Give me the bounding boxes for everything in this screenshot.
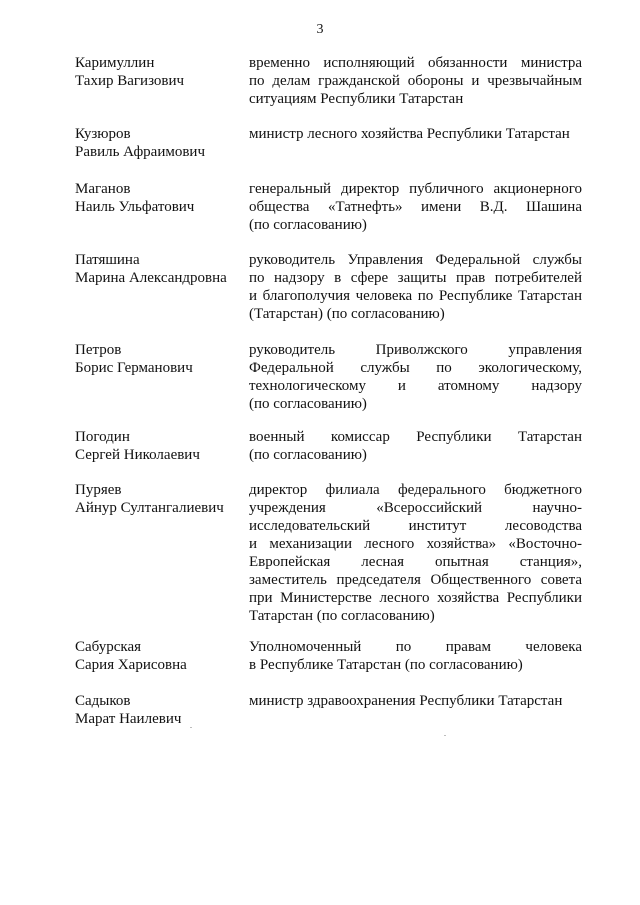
member-surname: Садыков bbox=[75, 693, 131, 709]
member-role-line: учреждения «Всероссийский научно- bbox=[249, 500, 582, 516]
member-role-line: (по согласованию) bbox=[249, 217, 367, 233]
member-given-names: Сария Харисовна bbox=[75, 657, 187, 673]
member-surname: Каримуллин bbox=[75, 55, 155, 71]
member-role-line: (по согласованию) bbox=[249, 396, 367, 412]
member-surname: Сабурская bbox=[75, 639, 141, 655]
member-role bbox=[249, 180, 582, 234]
member-name bbox=[75, 692, 245, 728]
member-role-line: ситуациям Республики Татарстан bbox=[249, 91, 464, 107]
member-surname: Патяшина bbox=[75, 252, 140, 268]
member-role-line: заместитель председателя Общественного совета bbox=[249, 572, 582, 588]
member-given-names: Сергей Николаевич bbox=[75, 447, 200, 463]
member-role-line: при Министерстве лесного хозяйства Республики bbox=[249, 590, 582, 606]
member-surname: Пуряев bbox=[75, 482, 122, 498]
member-name bbox=[75, 638, 245, 674]
member-name bbox=[75, 481, 245, 517]
member-name bbox=[75, 180, 245, 216]
member-given-names: Айнур Султангалиевич bbox=[75, 500, 224, 516]
member-given-names: Наиль Ульфатович bbox=[75, 199, 195, 215]
member-surname: Петров bbox=[75, 342, 122, 358]
member-role bbox=[249, 692, 582, 710]
member-given-names: Тахир Вагизович bbox=[75, 73, 185, 89]
member-role-line: Уполномоченный по правам человека bbox=[249, 639, 582, 655]
member-role-line: по надзору в сфере защиты прав потребителей bbox=[249, 270, 582, 286]
member-name bbox=[75, 54, 245, 90]
member-role-line: общества «Татнефть» имени В.Д. Шашина bbox=[249, 199, 582, 215]
member-role-line: военный комиссар Республики Татарстан bbox=[249, 429, 582, 445]
member-name bbox=[75, 428, 245, 464]
member-role bbox=[249, 481, 582, 625]
member-role bbox=[249, 638, 582, 674]
member-role-line: (Татарстан) (по согласованию) bbox=[249, 306, 445, 322]
member-given-names: Марина Александровна bbox=[75, 270, 227, 286]
page-number: 3 bbox=[316, 22, 324, 37]
member-given-names: Равиль Афраимович bbox=[75, 144, 205, 160]
scan-speck bbox=[190, 727, 192, 728]
member-role-line: в Республике Татарстан (по согласованию) bbox=[249, 657, 523, 673]
member-role-line: (по согласованию) bbox=[249, 447, 367, 463]
member-role-line: технологическому и атомному надзору bbox=[249, 378, 582, 394]
member-name bbox=[75, 125, 245, 161]
member-role-line: Татарстан (по согласованию) bbox=[249, 608, 435, 624]
member-role-line: исследовательский институт лесоводства bbox=[249, 518, 582, 534]
member-surname: Маганов bbox=[75, 181, 131, 197]
member-surname: Погодин bbox=[75, 429, 130, 445]
member-given-names: Борис Германович bbox=[75, 360, 193, 376]
member-role bbox=[249, 341, 582, 413]
member-name bbox=[75, 341, 245, 377]
member-role-line: Европейская лесная опытная станция», bbox=[249, 554, 582, 570]
member-role-line: руководитель Приволжского управления bbox=[249, 342, 582, 358]
member-role bbox=[249, 251, 582, 323]
member-name bbox=[75, 251, 245, 287]
member-role-line: временно исполняющий обязанности министра bbox=[249, 55, 582, 71]
member-role-line: министр лесного хозяйства Республики Татарстан bbox=[249, 126, 570, 142]
member-role-line: министр здравоохранения Республики Татарстан bbox=[249, 693, 563, 709]
member-role-line: директор филиала федерального бюджетного bbox=[249, 482, 582, 498]
member-role-line: генеральный директор публичного акционерного bbox=[249, 181, 582, 197]
member-role-line: Федеральной службы по экологическому, bbox=[249, 360, 582, 376]
member-role-line: руководитель Управления Федеральной службы bbox=[249, 252, 582, 268]
member-role-line: и механизации лесного хозяйства» «Восточно- bbox=[249, 536, 582, 552]
member-role bbox=[249, 54, 582, 108]
member-role-line: и благополучия человека по Республике Татарстан bbox=[249, 288, 582, 304]
member-given-names: Марат Наилевич bbox=[75, 711, 182, 727]
member-surname: Кузюров bbox=[75, 126, 131, 142]
member-role-line: по делам гражданской обороны и чрезвычайным bbox=[249, 73, 582, 89]
scan-speck bbox=[444, 735, 446, 736]
member-role bbox=[249, 428, 582, 464]
member-role bbox=[249, 125, 582, 143]
